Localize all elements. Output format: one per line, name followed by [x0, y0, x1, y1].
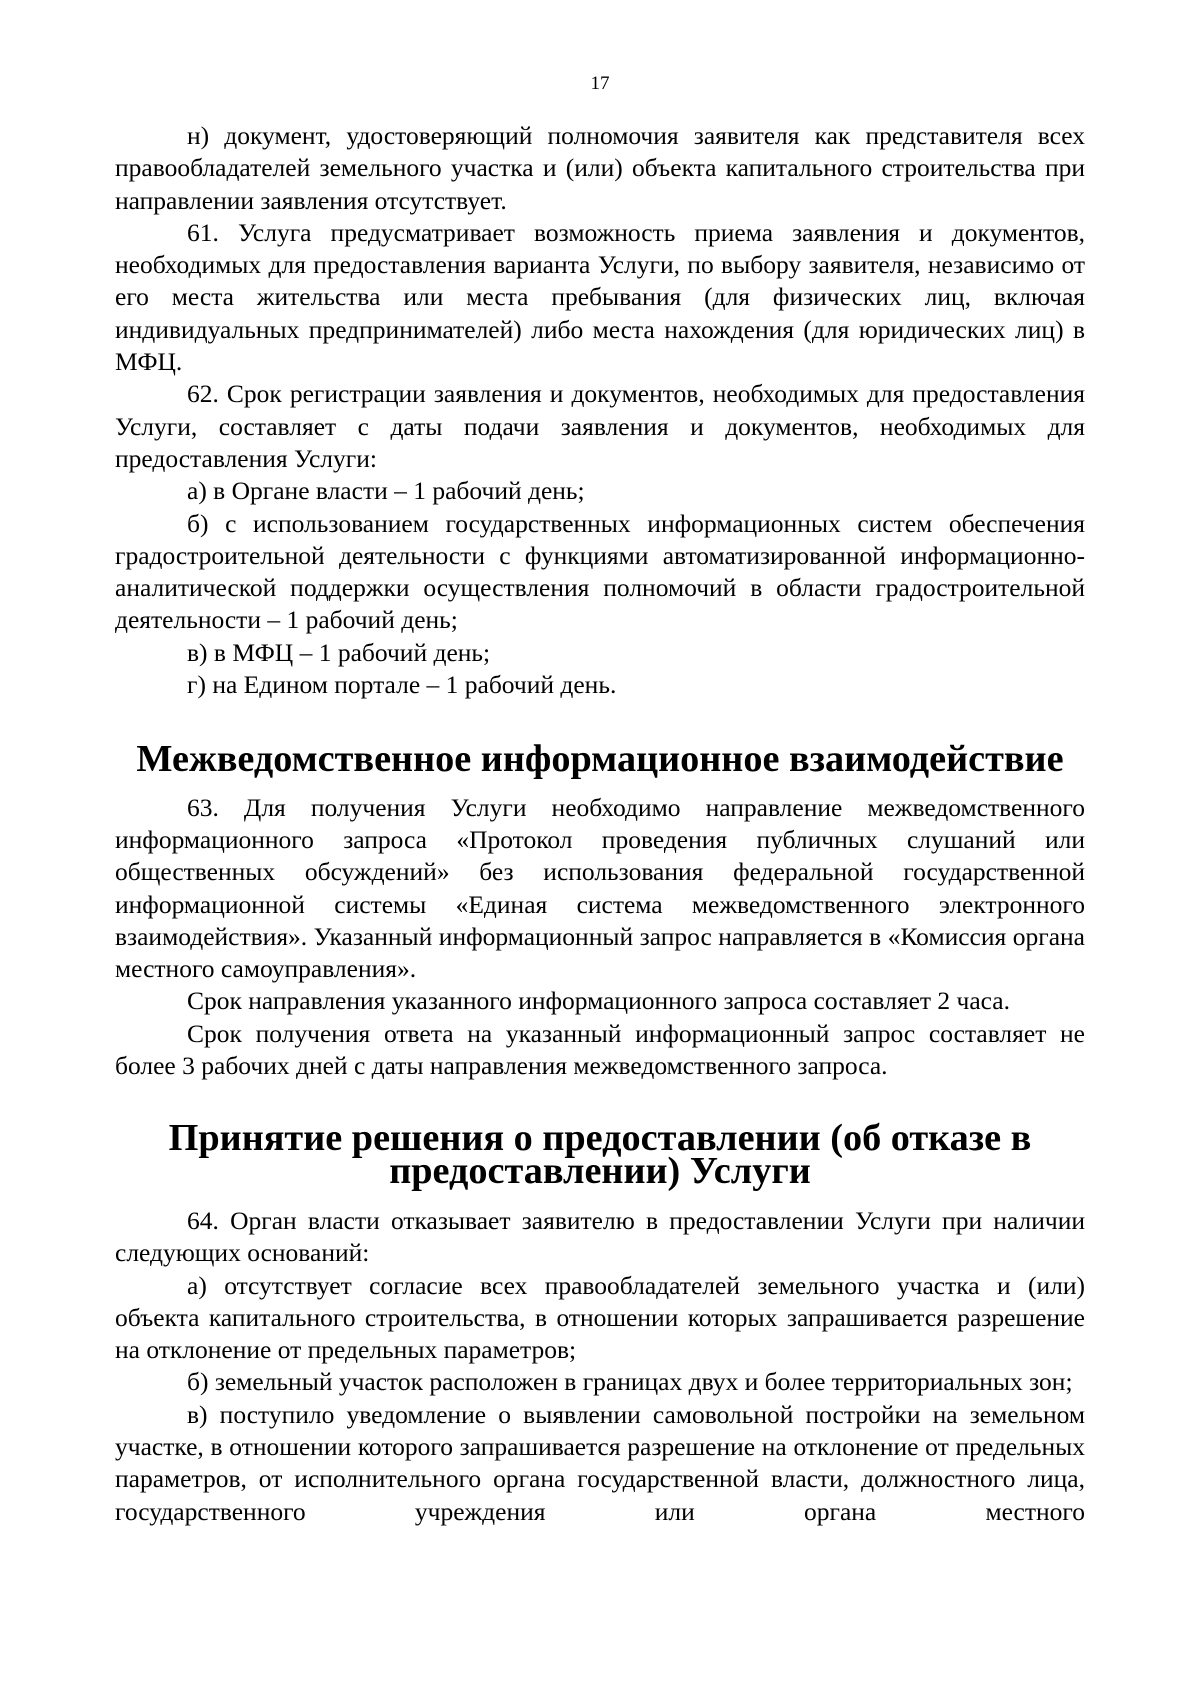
- paragraph-62: 62. Срок регистрации заявления и документов, необходимых для предоставления Услуги, составляет с даты подачи заявления и документов, необходимых для предоставления Услуги:: [115, 379, 1085, 473]
- paragraph-n: н) документ, удостоверяющий полномочия заявителя как представителя всех правообладателей земельного участка и (или) объекта капитального строительства при направлении заявления отсутствует.: [115, 121, 1085, 215]
- refusal-item-v: в) поступило уведомление о выявлении самовольной постройки на земельном участке, в отношении которого запрашивается разрешение на отклонение от предельных параметров, от исполнительного органа государственной власти, должностного лица, государственного учреждения или органа местного: [115, 1399, 1085, 1526]
- paragraph-64: 64. Орган власти отказывает заявителю в предоставлении Услуги при наличии следующих оснований:: [115, 1205, 1085, 1268]
- section-heading-interagency: Межведомственное информационное взаимодействие: [136, 738, 1064, 781]
- list-item-g: г) на Едином портале – 1 рабочий день.: [187, 670, 617, 700]
- list-item-b: б) с использованием государственных информационных систем обеспечения градостроительной деятельности с функциями автоматизированной информационно-аналитической поддержки осуществления полномочий в области градостроительной деятельности – 1 рабочий день;: [115, 508, 1085, 635]
- refusal-item-b: б) земельный участок расположен в границах двух и более территориальных зон;: [187, 1367, 1073, 1397]
- list-item-a: а) в Органе власти – 1 рабочий день;: [187, 476, 585, 506]
- document-body: [115, 120, 1085, 1528]
- page-number: 17: [590, 73, 610, 94]
- paragraph-request-deadline: Срок направления указанного информационного запроса составляет 2 часа.: [187, 986, 1010, 1016]
- paragraph-61: 61. Услуга предусматривает возможность приема заявления и документов, необходимых для предоставления варианта Услуги, по выбору заявителя, независимо от его места жительства или места пребывания (для физических лиц, включая индивидуальных предпринимателей) либо места нахождения (для юридических лиц) в МФЦ.: [115, 217, 1085, 377]
- section-heading-decision: Принятие решения о предоставлении (об отказе в предоставлении) Услуги: [168, 1117, 1032, 1192]
- refusal-item-a: а) отсутствует согласие всех правообладателей земельного участка и (или) объекта капитального строительства, в отношении которых запрашивается разрешение на отклонение от предельных параметров;: [115, 1270, 1085, 1365]
- paragraph-response-deadline: Срок получения ответа на указанный информационный запрос составляет не более 3 рабочих дней с даты направления межведомственного запроса.: [115, 1018, 1085, 1081]
- paragraph-63: 63. Для получения Услуги необходимо направление межведомственного информационного запроса «Протокол проведения публичных слушаний или общественных обсуждений» без использования федеральной государственной информационной системы «Единая система межведомственного электронного взаимодействия». Указанный информационный запрос направляется в «Комиссия органа местного самоуправления».: [115, 792, 1085, 984]
- list-item-v: в) в МФЦ – 1 рабочий день;: [187, 637, 491, 667]
